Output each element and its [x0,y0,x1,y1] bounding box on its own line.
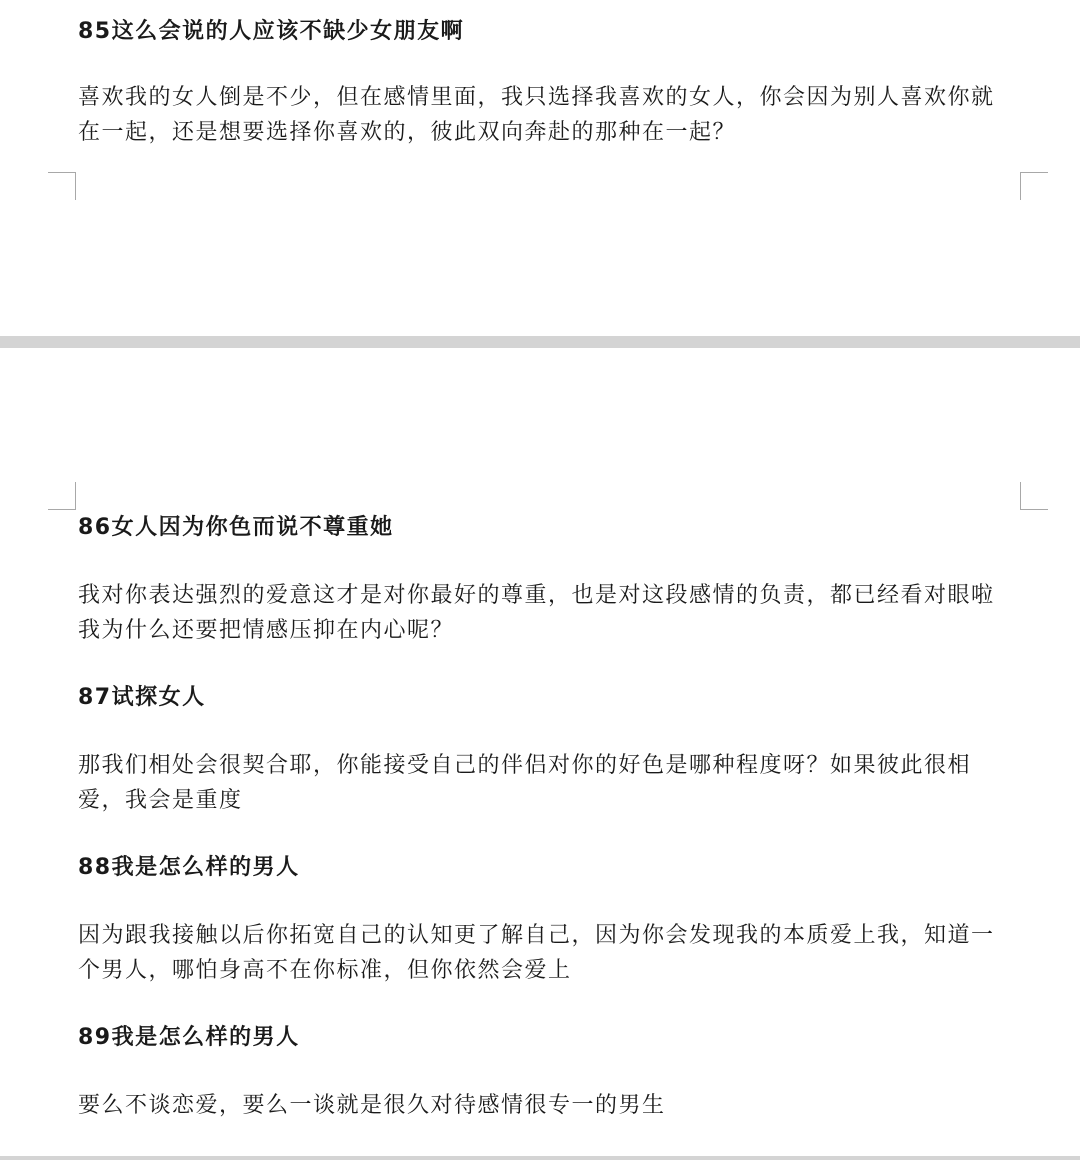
heading-89: 89我是怎么样的男人 [78,1025,300,1050]
document-page-2[interactable] [0,348,1080,1160]
margin-marker-bottom-left [48,172,76,200]
page-break-gap [0,336,1080,348]
paragraph-88: 因为跟我接触以后你拓宽自己的认知更了解自己，因为你会发现我的本质爱上我，知道一个男人，哪怕身高不在你标准，但你依然会爱上 [78,923,995,983]
paragraph-86: 我对你表达强烈的爱意这才是对你最好的尊重，也是对这段感情的负责，都已经看对眼啦我为什么还要把情感压抑在内心呢？ [78,583,995,643]
margin-marker-top-right [1020,482,1048,510]
page-bottom-edge [0,1156,1080,1160]
margin-marker-bottom-right [1020,172,1048,200]
heading-87: 87试探女人 [78,685,206,710]
margin-marker-top-left [48,482,76,510]
paragraph-87: 那我们相处会很契合耶，你能接受自己的伴侣对你的好色是哪种程度呀？如果彼此很相爱，我会是重度 [78,753,972,813]
document-page-1[interactable] [0,0,1080,336]
heading-86: 86女人因为你色而说不尊重她 [78,515,394,540]
heading-85: 85这么会说的人应该不缺少女朋友啊 [78,19,465,44]
heading-88: 88我是怎么样的男人 [78,855,300,880]
paragraph-89: 要么不谈恋爱，要么一谈就是很久对待感情很专一的男生 [78,1093,666,1118]
paragraph-85: 喜欢我的女人倒是不少，但在感情里面，我只选择我喜欢的女人，你会因为别人喜欢你就在一起，还是想要选择你喜欢的，彼此双向奔赴的那种在一起？ [78,85,995,145]
